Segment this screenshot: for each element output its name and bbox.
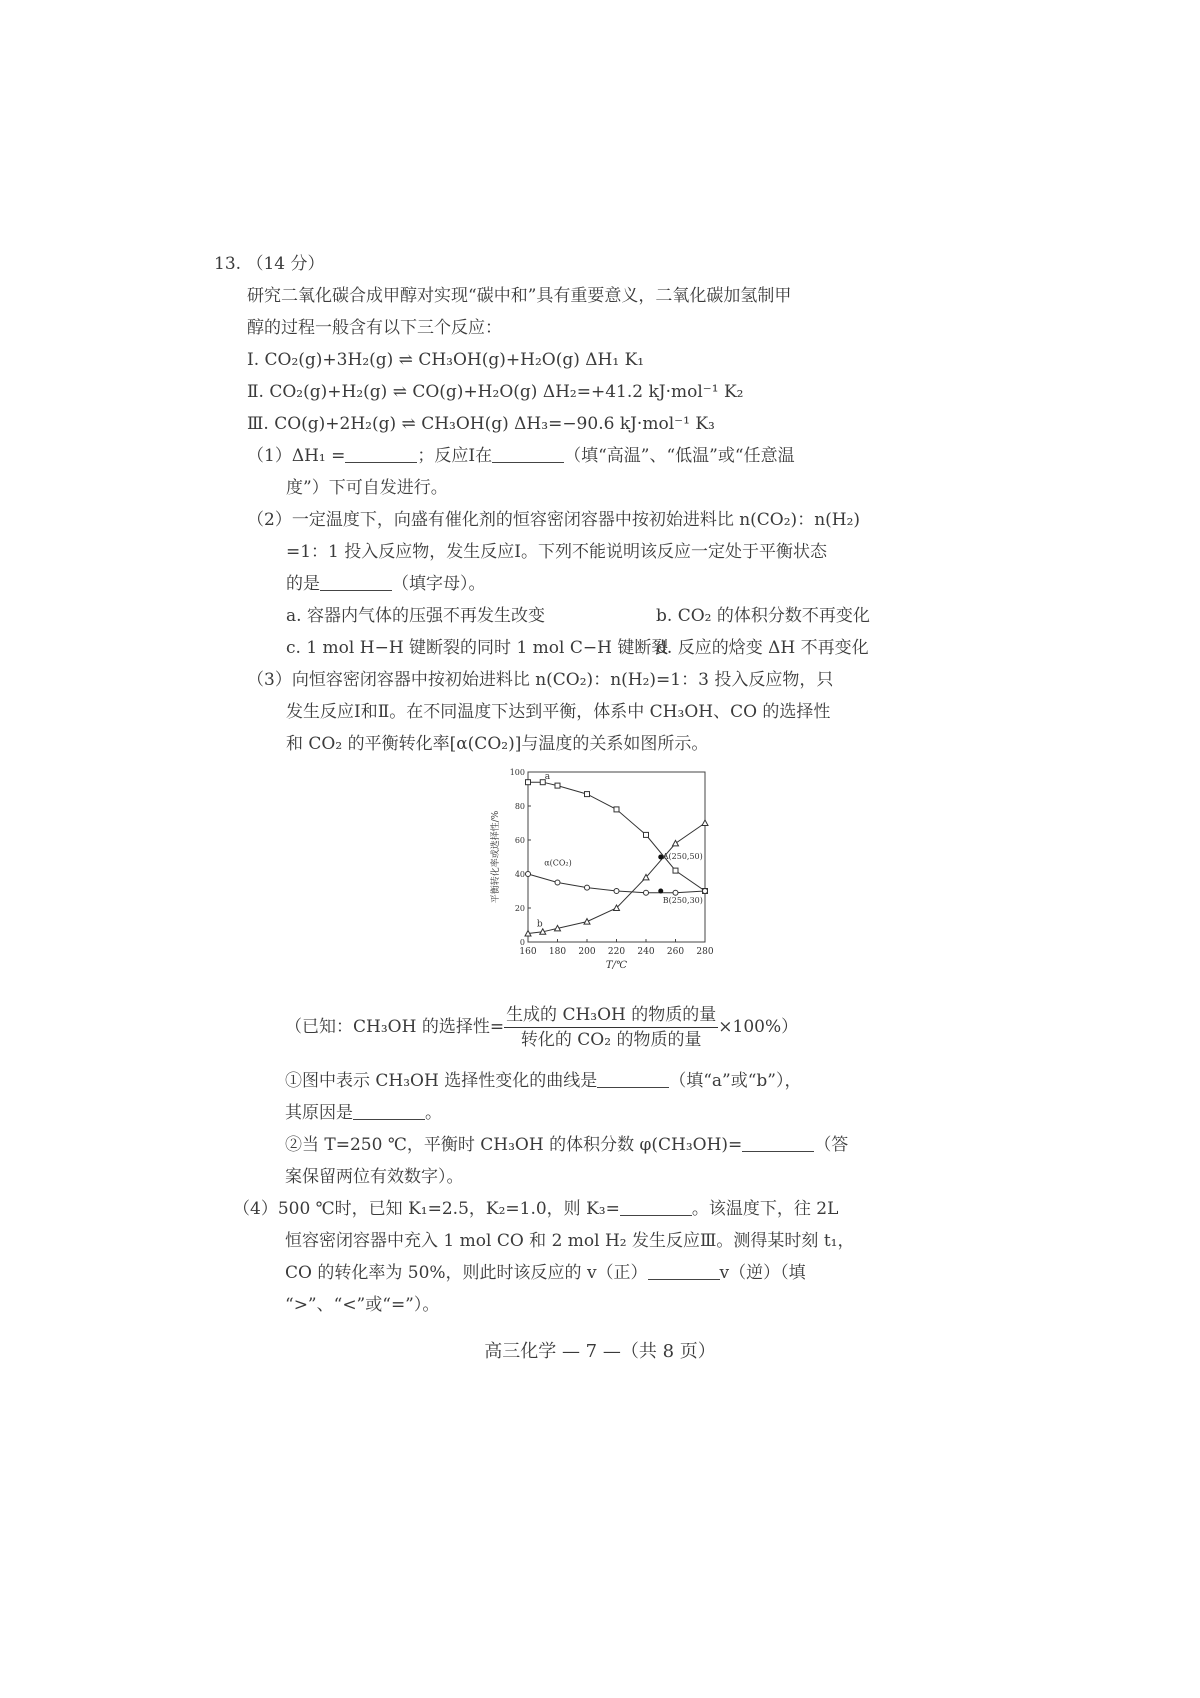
q1-text-c: （填“高温”、“低温”或“任意温 <box>564 446 795 466</box>
y-tick-label: 40 <box>514 870 525 879</box>
series-line-0 <box>528 782 705 891</box>
option-c: c. 1 mol H−H 键断裂的同时 1 mol C−H 键断裂 <box>286 638 669 658</box>
q3-sub2-text-b: （答 <box>814 1135 849 1155</box>
data-point <box>673 868 678 873</box>
annotation-point <box>658 889 663 894</box>
data-point <box>585 885 590 890</box>
data-point <box>585 792 590 797</box>
answer-blank <box>353 1101 425 1120</box>
q2-options-row-2 <box>214 632 914 664</box>
data-point <box>614 807 619 812</box>
q4-line-4: “>”、“<”或“=”）。 <box>285 1295 440 1315</box>
q3-sub1-text-d: 。 <box>425 1103 442 1123</box>
data-point <box>702 820 708 826</box>
equilibrium-chart <box>480 760 720 980</box>
x-tick-label: 160 <box>519 947 537 957</box>
q3-sub1-line-1 <box>285 1065 925 1097</box>
annotation-label: B(250,30) <box>662 896 703 905</box>
q2-text-b: （填字母）。 <box>392 574 486 594</box>
chart-svg <box>480 760 720 980</box>
q4-text-b: 。该温度下，往 2L <box>691 1199 839 1219</box>
x-tick-label: 200 <box>578 947 596 957</box>
q3-line-3: 和 CO₂ 的平衡转化率[α(CO₂)]与温度的关系如图所示。 <box>286 734 709 754</box>
q2-options-row-1 <box>214 600 914 632</box>
formula-prefix: （已知：CH₃OH 的选择性= <box>285 1017 505 1037</box>
q3-line-1: （3）向恒容密闭容器中按初始进料比 n(CO₂)：n(H₂)=1：3 投入反应物，只 <box>247 670 834 690</box>
question-13-continued <box>233 1065 925 1321</box>
data-point <box>526 872 531 877</box>
q4-text-d: v（逆）（填 <box>719 1263 806 1283</box>
answer-blank <box>648 1261 720 1280</box>
x-axis-label: T/℃ <box>605 960 628 971</box>
y-tick-label: 100 <box>509 768 525 777</box>
y-tick-label: 60 <box>514 836 525 845</box>
data-point <box>555 880 560 885</box>
reaction-3: Ⅲ. CO(g)+2H₂(g) ⇌ CH₃OH(g) ΔH₃=−90.6 kJ·mol⁻¹ K₃ <box>247 414 715 434</box>
x-tick-label: 180 <box>548 947 567 957</box>
option-a: a. 容器内气体的压强不再发生改变 <box>286 606 545 626</box>
answer-blank <box>620 1197 692 1216</box>
x-tick-label: 240 <box>637 947 655 957</box>
series-label-b: b <box>536 919 543 930</box>
q1-line-2: 度”）下可自发进行。 <box>286 478 448 498</box>
q4-text-c: CO 的转化率为 50%，则此时该反应的 v（正） <box>285 1263 648 1283</box>
question-header <box>214 248 914 280</box>
q1-text-a: （1）ΔH₁ = <box>247 446 346 466</box>
data-point <box>703 889 708 894</box>
answer-blank <box>345 444 417 463</box>
q2-line-2: =1：1 投入反应物，发生反应Ⅰ。下列不能说明该反应一定处于平衡状态 <box>286 542 827 562</box>
q4-line-1 <box>233 1193 925 1225</box>
series-line-1 <box>528 823 705 934</box>
q4-line-3 <box>285 1257 925 1289</box>
option-d: d. 反应的焓变 ΔH 不再变化 <box>656 638 869 658</box>
reaction-1: Ⅰ. CO₂(g)+3H₂(g) ⇌ CH₃OH(g)+H₂O(g) ΔH₁ K₁ <box>247 350 645 370</box>
x-tick-label: 220 <box>607 947 626 957</box>
x-tick-label: 280 <box>696 947 714 957</box>
series-label-alpha: α(CO₂) <box>544 858 572 868</box>
q3-sub1-text-c: 其原因是 <box>285 1103 353 1123</box>
q2-text-a: 的是 <box>286 574 320 594</box>
series-label-a: a <box>544 771 551 782</box>
q3-sub1-line-2 <box>285 1097 925 1129</box>
intro-line-2: 醇的过程一般含有以下三个反应： <box>247 318 502 338</box>
data-point <box>644 890 649 895</box>
q3-sub1-text-a: ①图中表示 CH₃OH 选择性变化的曲线是 <box>285 1071 598 1091</box>
option-b: b. CO₂ 的体积分数不再变化 <box>656 606 870 626</box>
y-tick-label: 80 <box>514 802 525 811</box>
page-footer: 高三化学 — 7 —（共 8 页） <box>484 1341 716 1362</box>
question-score: （14 分） <box>246 254 325 274</box>
q1-line-1 <box>214 440 914 472</box>
y-tick-label: 20 <box>514 904 525 913</box>
data-point <box>673 840 679 846</box>
answer-blank <box>742 1133 814 1152</box>
q2-line-3 <box>214 568 914 600</box>
reaction-2: Ⅱ. CO₂(g)+H₂(g) ⇌ CO(g)+H₂O(g) ΔH₂=+41.2 kJ·mol⁻¹ K₂ <box>247 382 744 402</box>
formula-denominator: 转化的 CO₂ 的物质的量 <box>520 1030 702 1050</box>
question-13 <box>214 248 914 760</box>
formula-fraction <box>504 1003 718 1052</box>
data-point <box>526 780 531 785</box>
data-point <box>555 783 560 788</box>
q4-text-a: （4）500 ℃时，已知 K₁=2.5，K₂=1.0，则 K₃= <box>233 1199 620 1219</box>
q3-sub2-line-1 <box>285 1129 925 1161</box>
answer-blank <box>320 572 392 591</box>
data-point <box>644 832 649 837</box>
x-tick-label: 260 <box>666 947 685 957</box>
data-point <box>584 919 590 925</box>
q1-text-b: ；反应Ⅰ在 <box>417 446 493 466</box>
q3-sub1-text-b: （填“a”或“b”）， <box>669 1071 802 1091</box>
data-point <box>614 889 619 894</box>
intro-line-1: 研究二氧化碳合成甲醇对实现“碳中和”具有重要意义，二氧化碳加氢制甲 <box>247 286 792 306</box>
q3-sub2-line-2: 案保留两位有效数字）。 <box>285 1167 464 1187</box>
question-number: 13. <box>214 254 242 274</box>
annotation-label: A(250,50) <box>662 852 703 861</box>
answer-blank <box>597 1069 669 1088</box>
y-tick-label: 0 <box>519 938 525 947</box>
selectivity-formula <box>285 1003 798 1052</box>
q4-line-2: 恒容密闭容器中充入 1 mol CO 和 2 mol H₂ 发生反应Ⅲ。测得某时刻 t₁， <box>285 1231 855 1251</box>
formula-numerator: 生成的 CH₃OH 的物质的量 <box>504 1003 718 1028</box>
formula-suffix: ×100%） <box>718 1017 799 1037</box>
data-point <box>673 890 678 895</box>
answer-blank <box>492 444 564 463</box>
q2-line-1: （2）一定温度下，向盛有催化剂的恒容密闭容器中按初始进料比 n(CO₂)：n(H₂) <box>247 510 861 530</box>
y-axis-label: 平衡转化率或选择性/% <box>491 810 501 904</box>
q3-sub2-text-a: ②当 T=250 ℃，平衡时 CH₃OH 的体积分数 φ(CH₃OH)= <box>285 1135 743 1155</box>
q3-line-2: 发生反应Ⅰ和Ⅱ。在不同温度下达到平衡，体系中 CH₃OH、CO 的选择性 <box>286 702 831 722</box>
